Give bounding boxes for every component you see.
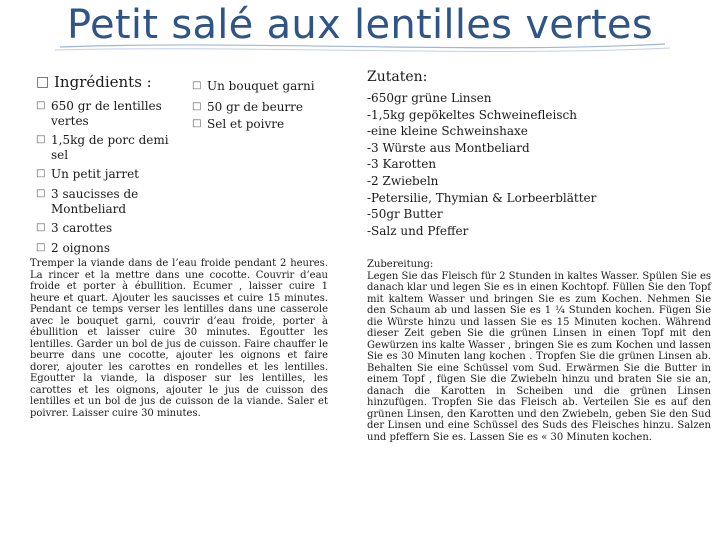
- list-item: □ 3 carottes: [36, 221, 113, 236]
- bullet-icon: □: [36, 74, 50, 90]
- bullet-icon: □: [192, 118, 202, 130]
- list-item: -50gr Butter: [367, 207, 443, 222]
- bullet-icon: □: [36, 168, 46, 180]
- page-title: Petit salé aux lentilles vertes: [67, 2, 653, 48]
- ingredients-list-2: [192, 79, 352, 132]
- list-item: -eine kleine Schweinshaxe: [367, 124, 528, 139]
- bullet-icon: □: [192, 100, 202, 112]
- list-item: □ Un bouquet garni: [192, 79, 315, 93]
- list-item: □ 650 gr de lentilles vertes: [36, 99, 162, 128]
- ingredients-list-1: [36, 99, 186, 255]
- ingredients-heading-label: Ingrédients :: [54, 73, 152, 91]
- ingredients-column-1: [36, 73, 186, 260]
- list-item: □ Un petit jarret: [36, 167, 140, 182]
- list-item: -Salz und Pfeffer: [367, 223, 469, 238]
- ingredients-heading: [36, 73, 186, 91]
- list-item: -Petersilie, Thymian & Lorbeerblätter: [367, 190, 597, 205]
- instructions-fr: Tremper la viande dans de l’eau froide pendant 2 heures. La rincer et la mettre dans une cocotte. Couvrir d’eau froide et porter à ébullition. Ecumer , laisser cuire 1 heure et quart. Ajouter les saucisses et cuire 15 minutes. Pendant ce temps verser les lentilles dans une casserole avec le bouquet garni, couvrir d’eau froide, porter à ébullition et laisser cuire 30 minutes. Egoutter les lentilles. Garder un bol de jus de cuisson. Faire chauffer le beurre dans une cocotte, ajouter les oignons et faire dorer, ajouter les carottes en rondelles et les lentilles. Egoutter la viande, la disposer sur les lentilles, les carottes et les oignons, ajouter le jus de cuisson des lentilles et un bol de jus de cuisson de la viande. Saler et poivrer. Laisser cuire 30 minutes.: [30, 258, 328, 419]
- list-item: □ 2 oignons: [36, 240, 111, 255]
- zutaten-heading: Zutaten:: [367, 69, 428, 85]
- bullet-icon: □: [36, 187, 46, 199]
- zutaten-section: [367, 68, 617, 239]
- list-item: □ 1,5kg de porc demi sel: [36, 133, 169, 162]
- zubereitung-section: [367, 259, 711, 443]
- list-item: -2 Zwiebeln: [367, 173, 439, 188]
- list-item: □ Sel et poivre: [192, 117, 285, 132]
- ingredients-column-2: [192, 79, 352, 137]
- zubereitung-text: Legen Sie das Fleisch für 2 Stunden in kaltes Wasser. Spülen Sie es danach klar und legen Sie es in einen Kochtopf. Füllen Sie den Topf mit kaltem Wasser und bringen Sie es zum Kochen. Nehmen Sie den Schaum ab und lassen Sie es 1 ¼ Stunden kochen. Fügen Sie die Würste hinzu und lassen Sie es 15 Minuten kochen. Während dieser Zeit geben Sie die grünen Linsen in einen Topf mit den Gewürzen ins kalte Wasser , bringen Sie es zum Kochen und lassen Sie es 30 Minuten lang kochen . Tropfen Sie die grünen Linsen ab. Behalten Sie eine Schüssel vom Sud. Erwärmen Sie die Butter in einem Topf , fügen Sie die Zwiebeln hinzu und braten Sie sie an, danach die Karotten in Scheiben und die grünen Linsen hinzufügen. Tropfen Sie das Fleisch ab. Verteilen Sie es auf den grünen Linsen, den Karotten und den Zwiebeln, geben Sie den Sud der Linsen und eine Schüssel des Suds des Fleisches hinzu. Salzen und pfeffern Sie es. Lassen Sie es « 30 Minuten kochen.: [367, 270, 711, 443]
- bullet-icon: □: [36, 241, 46, 253]
- list-item: -650gr grüne Linsen: [367, 91, 492, 105]
- list-item: -1,5kg gepökeltes Schweinefleisch: [367, 107, 577, 122]
- bullet-icon: □: [36, 134, 46, 146]
- list-item: -3 Würste aus Montbeliard: [367, 140, 530, 155]
- bullet-icon: □: [36, 100, 46, 111]
- list-item: □ 50 gr de beurre: [192, 99, 303, 114]
- list-item: -3 Karotten: [367, 157, 437, 172]
- bullet-icon: □: [192, 80, 202, 91]
- list-item: □ 3 saucisses de Montbeliard: [36, 186, 139, 216]
- zubereitung-heading: Zubereitung:: [367, 259, 434, 270]
- bullet-icon: □: [36, 222, 46, 234]
